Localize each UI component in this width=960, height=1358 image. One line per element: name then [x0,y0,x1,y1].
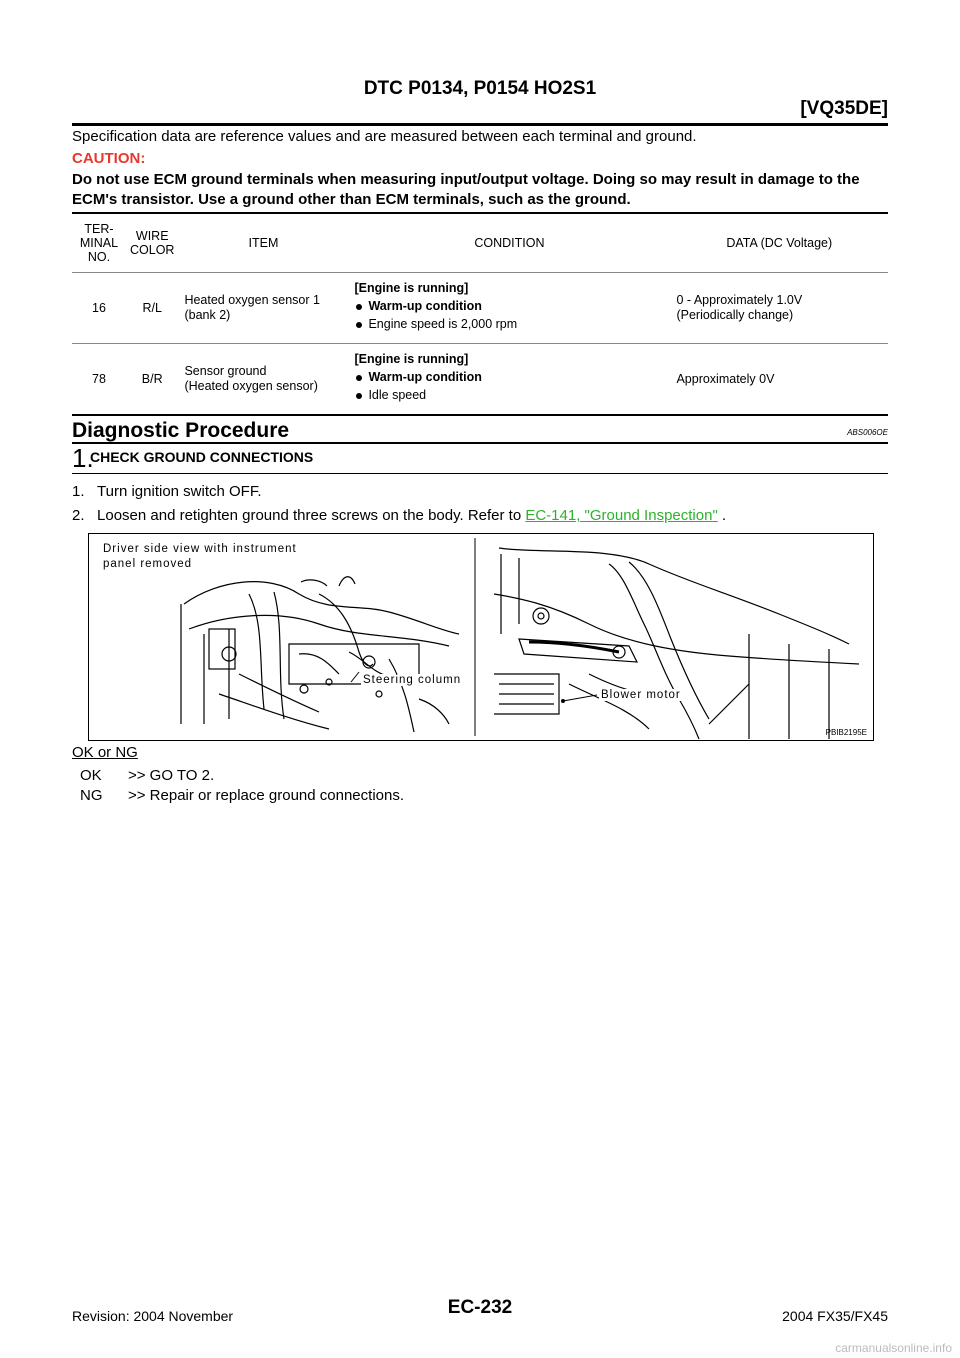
condition-bullet: Warm-up condition [354,370,664,385]
table-row [72,344,888,416]
step-number: 1. [72,443,94,473]
table-row [72,273,888,344]
figure-code: PBIB2195E [825,728,867,737]
wire-color: R/L [142,300,162,315]
figure-caption-line-2: panel removed [103,558,193,570]
ok-action: >> GO TO 2. [128,767,215,784]
terminal-number: 78 [92,371,106,386]
intro-text: Specification data are reference values and are measured between each terminal and ground. [72,128,697,145]
ok-ng-label: OK or NG [72,744,138,761]
data-value: 0 - Approximately 1.0V (Periodically change) [676,293,803,322]
section-rule [72,442,888,444]
header-rule [72,123,888,126]
section-title: Diagnostic Procedure [72,419,290,442]
section-code: ABS006OE [847,428,888,437]
ground-inspection-link[interactable]: EC-141, "Ground Inspection" [525,507,718,524]
condition-bullet: Idle speed [354,388,664,403]
figure-caption [103,542,297,572]
blower-motor-label: Blower motor [601,689,681,701]
item-name: Sensor ground (Heated oxygen sensor) [184,364,318,393]
instruction-1: 1. Turn ignition switch OFF. [72,483,262,500]
caution-label: CAUTION: [72,150,146,167]
header-condition: CONDITION [474,236,545,250]
ng-result [80,787,404,804]
engine-code: [VQ35DE] [800,98,888,119]
table-header-row [72,213,888,273]
caution-text: Do not use ECM ground terminals when measuring input/output voltage. Doing so may result in damage to the ECM's transistor. Use a ground other than ECM terminals, such as the ground. [72,171,860,208]
steering-column-label: Steering column [363,674,462,686]
footer-page-number: EC-232 [447,1297,513,1318]
step-rule [72,473,888,474]
item-name: Heated oxygen sensor 1 (bank 2) [184,293,320,322]
wire-color: B/R [141,371,163,386]
step-title: CHECK GROUND CONNECTIONS [90,449,314,465]
condition-bullet: Warm-up condition [354,299,664,314]
watermark: carmanualsonline.info [835,1341,952,1355]
condition-cell [348,344,670,416]
page-title: DTC P0134, P0154 HO2S1 [363,78,597,99]
condition-bullet: Engine speed is 2,000 rpm [354,317,664,332]
condition-heading: [Engine is running] [354,281,469,295]
instruction-2-suffix: . [717,507,727,524]
ng-key: NG [80,787,103,804]
terminal-spec-table [72,212,888,416]
terminal-number: 16 [92,300,106,315]
instruction-2-text: 2. Loosen and retighten ground three screws on the body. Refer to [72,507,526,524]
ok-result [80,767,214,784]
header-data: DATA (DC Voltage) [726,236,833,250]
ok-key: OK [80,767,102,784]
footer-model: 2004 FX35/FX45 [782,1308,888,1324]
condition-cell [348,273,670,344]
figure-caption-line-1: Driver side view with instrument [103,543,297,555]
condition-heading: [Engine is running] [354,352,469,366]
footer-revision: Revision: 2004 November [72,1308,234,1324]
header-terminal: TER- MINAL NO. [79,222,119,264]
ng-action: >> Repair or replace ground connections. [128,787,405,804]
header-item: ITEM [248,236,279,250]
instruction-2 [72,507,726,524]
ground-screws-figure [88,533,874,741]
header-wire-color: WIRE COLOR [130,229,175,257]
data-value: Approximately 0V [676,371,775,386]
